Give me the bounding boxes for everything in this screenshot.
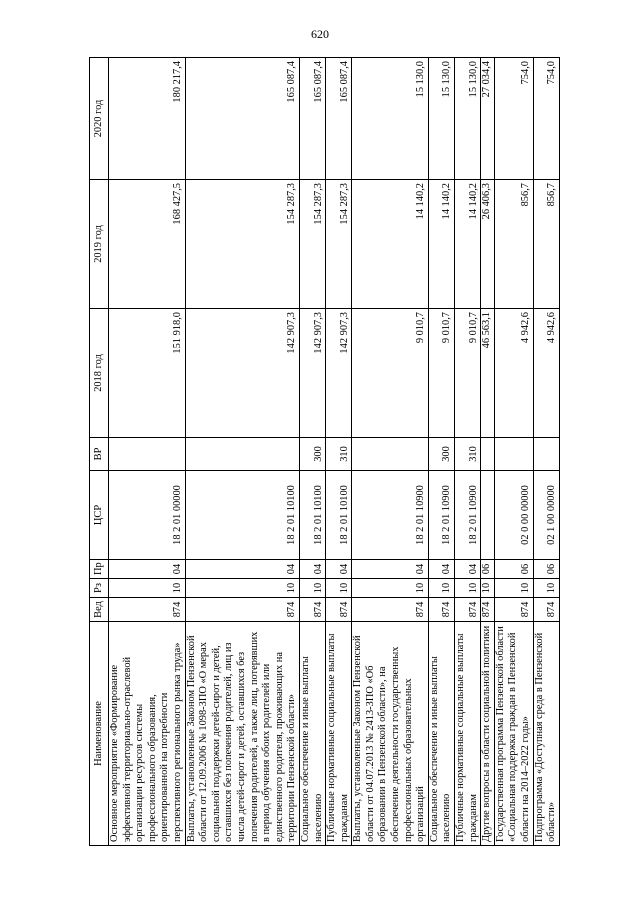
row-2019: 856,7 — [494, 180, 533, 309]
budget-table — [89, 57, 560, 846]
row-ved: 874 — [326, 598, 352, 622]
row-pr: 04 — [428, 560, 454, 579]
row-csr: 18 2 01 10100 — [326, 471, 352, 560]
row-name: Подпрограмма «Доступная среда в Пензенской области» — [533, 622, 559, 846]
row-2020: 180 217,4 — [109, 58, 186, 180]
row-name: Основное мероприятие «Формирование эффективной территориально-отраслевой организации ресурсов системы профессионального образования, ориентированной на потребности перспективного регионального рынка труда» — [109, 622, 186, 846]
row-pr: 06 — [494, 560, 533, 579]
row-2019: 14 140,2 — [455, 180, 481, 309]
header-pr: Пр — [90, 560, 109, 579]
row-2019: 168 427,5 — [109, 180, 186, 309]
row-2018: 142 907,3 — [185, 309, 299, 438]
row-2020: 754,0 — [494, 58, 533, 180]
row-csr: 02 0 00 00000 — [494, 471, 533, 560]
row-2019: 154 287,3 — [185, 180, 299, 309]
row-rz: 10 — [533, 579, 559, 598]
header-csr: ЦСР — [90, 471, 109, 560]
row-2020: 754,0 — [533, 58, 559, 180]
row-rz: 10 — [481, 579, 495, 598]
row-2020: 15 130,0 — [428, 58, 454, 180]
row-2018: 142 907,3 — [326, 309, 352, 438]
rotated-table-container — [89, 58, 558, 846]
table-row — [299, 58, 325, 846]
row-2020: 15 130,0 — [455, 58, 481, 180]
row-pr: 06 — [533, 560, 559, 579]
row-ved: 874 — [109, 598, 186, 622]
page-number: 620 — [311, 27, 329, 41]
row-csr: 18 2 01 10900 — [455, 471, 481, 560]
row-pr: 04 — [352, 560, 429, 579]
row-rz: 10 — [299, 579, 325, 598]
row-2019: 856,7 — [533, 180, 559, 309]
row-2020: 165 087,4 — [299, 58, 325, 180]
header-vr: ВР — [90, 438, 109, 471]
row-2020: 165 087,4 — [326, 58, 352, 180]
row-vr — [494, 438, 533, 471]
row-vr: 310 — [326, 438, 352, 471]
header-name: Наименование — [90, 622, 109, 846]
header-ved: Вед — [90, 598, 109, 622]
row-rz: 10 — [494, 579, 533, 598]
row-ved: 874 — [494, 598, 533, 622]
table-row — [185, 58, 299, 846]
row-ved: 874 — [481, 598, 495, 622]
row-csr: 02 1 00 00000 — [533, 471, 559, 560]
row-rz: 10 — [352, 579, 429, 598]
row-name: Публичные нормативные социальные выплаты гражданам — [455, 622, 481, 846]
row-rz: 10 — [428, 579, 454, 598]
row-rz: 10 — [109, 579, 186, 598]
table-row — [533, 58, 559, 846]
row-csr: 18 2 01 10100 — [299, 471, 325, 560]
row-2019: 26 406,3 — [481, 180, 495, 309]
row-name: Государственная программа Пензенской области «Социальная поддержка граждан в Пензенской области на 2014–2022 годы» — [494, 622, 533, 846]
row-pr: 06 — [481, 560, 495, 579]
row-2019: 154 287,3 — [299, 180, 325, 309]
row-name: Социальное обеспечение и иные выплаты населению — [428, 622, 454, 846]
row-2018: 4 942,6 — [533, 309, 559, 438]
row-2019: 154 287,3 — [326, 180, 352, 309]
row-vr — [481, 438, 495, 471]
row-pr: 04 — [299, 560, 325, 579]
header-rz: Рз — [90, 579, 109, 598]
row-vr — [352, 438, 429, 471]
row-rz: 10 — [185, 579, 299, 598]
table-row — [494, 58, 533, 846]
row-2018: 151 918,0 — [109, 309, 186, 438]
row-csr: 18 2 01 10900 — [428, 471, 454, 560]
row-vr: 300 — [299, 438, 325, 471]
row-csr — [481, 471, 495, 560]
row-ved: 874 — [455, 598, 481, 622]
row-name: Другие вопросы в области социальной политики — [481, 622, 495, 846]
row-name: Социальное обеспечение и иные выплаты населению — [299, 622, 325, 846]
row-2018: 9 010,7 — [352, 309, 429, 438]
row-vr: 310 — [455, 438, 481, 471]
row-csr: 18 2 01 10100 — [185, 471, 299, 560]
row-ved: 874 — [352, 598, 429, 622]
row-name: Выплаты, установленные Законом Пензенской области от 12.09.2006 № 1098-ЗПО «О мерах социальной поддержки детей-сирот и детей, оставшихся без попечения родителей, лиц из числа детей-сирот и детей, оставшихся без попечения родителей, а также лиц, потерявших в период обучения обоих родителей или единственного родителя, проживающих на территории Пензенской области» — [185, 622, 299, 846]
table-row — [109, 58, 186, 846]
header-2020: 2020 год — [90, 58, 109, 180]
row-2019: 14 140,2 — [428, 180, 454, 309]
row-vr — [533, 438, 559, 471]
row-2018: 9 010,7 — [455, 309, 481, 438]
row-pr: 04 — [326, 560, 352, 579]
row-ved: 874 — [533, 598, 559, 622]
row-name: Публичные нормативные социальные выплаты гражданам — [326, 622, 352, 846]
table-row — [326, 58, 352, 846]
row-pr: 04 — [109, 560, 186, 579]
table-row — [352, 58, 429, 846]
row-vr: 300 — [428, 438, 454, 471]
row-rz: 10 — [455, 579, 481, 598]
row-name: Выплаты, установленные Законом Пензенской области от 04.07.2013 № 2413-ЗПО «Об образовании в Пензенской области», на обеспечение деятельности государственных профессиональных образовательных организаций — [352, 622, 429, 846]
row-2018: 46 563,1 — [481, 309, 495, 438]
row-pr: 04 — [185, 560, 299, 579]
row-2020: 15 130,0 — [352, 58, 429, 180]
row-ved: 874 — [428, 598, 454, 622]
row-ved: 874 — [185, 598, 299, 622]
row-rz: 10 — [326, 579, 352, 598]
table-row — [428, 58, 454, 846]
table-header-row — [90, 58, 109, 846]
row-csr: 18 2 01 10900 — [352, 471, 429, 560]
row-vr — [185, 438, 299, 471]
row-ved: 874 — [299, 598, 325, 622]
row-2018: 9 010,7 — [428, 309, 454, 438]
header-2018: 2018 год — [90, 309, 109, 438]
header-2019: 2019 год — [90, 180, 109, 309]
row-2020: 165 087,4 — [185, 58, 299, 180]
row-2018: 4 942,6 — [494, 309, 533, 438]
table-row — [481, 58, 495, 846]
row-2018: 142 907,3 — [299, 309, 325, 438]
row-2019: 14 140,2 — [352, 180, 429, 309]
row-vr — [109, 438, 186, 471]
row-2020: 27 034,4 — [481, 58, 495, 180]
row-pr: 04 — [455, 560, 481, 579]
table-row — [455, 58, 481, 846]
row-csr: 18 2 01 00000 — [109, 471, 186, 560]
